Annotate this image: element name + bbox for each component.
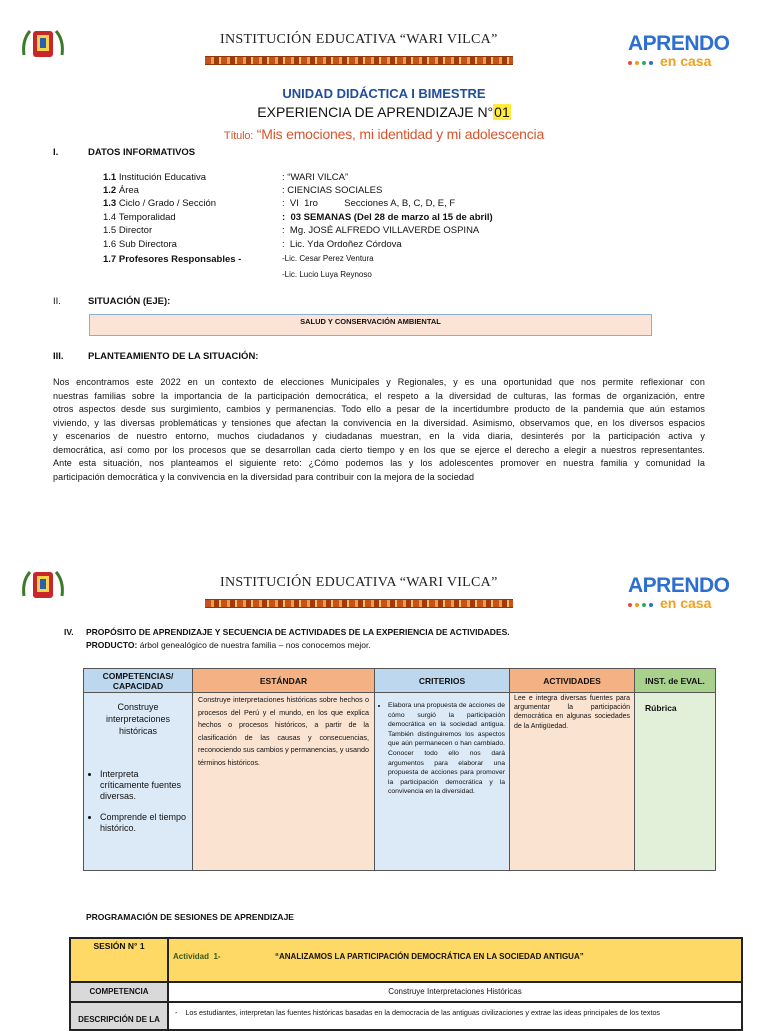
section1-heading: DATOS INFORMATIVOS [88,147,196,158]
crest-logo-second [20,566,66,611]
extra-teacher: -Lic. Lucio Luya Reynoso [282,270,372,279]
descripcion-text: Los estudiantes, interpretan las fuentes históricas basadas en la democracia de las antiguas civilizaciones y extrae las ideas principales de los textos [185,1008,661,1017]
competencia-cell [83,692,193,871]
aprendo-en-casa-logo [628,32,728,70]
section4-heading: PROPÓSITO DE APRENDIZAJE Y SECUENCIA DE ACTIVIDADES DE LA EXPERIENCIA DE ACTIVIDADES. [86,627,510,637]
situacion-text: SALUD Y CONSERVACIÓN AMBIENTAL [300,317,441,326]
section4-number: IV. [64,627,74,637]
dato-row: 1.5 Director [103,225,153,236]
instrumento-text: Rúbrica [645,703,677,713]
situacion-paragraph [53,376,705,484]
descripcion-label: DESCRIPCIÓN DE LA [78,1015,160,1024]
dato-row: 1.4 Temporalidad [103,212,176,223]
producto-label: PRODUCTO: [86,640,138,650]
capacidad-item: • Comprende el tiempo histórico. [100,812,188,834]
paragraph-line: y escenarios de nuestro entorno, muchos ciudadanos y ciudadanas muestran, en la vida diaria, desinterés por la participación activa y [53,431,705,441]
table-header-criterios: CRITERIOS [374,668,510,693]
paragraph-line: democrática, así como por los procesos que se desarrollan cada cierto tiempo y en los que se ejerce el derecho a elegir a nuestros representantes. [53,444,705,455]
paragraph-line: Nos encontramos este 2022 en un contexto de elecciones Municipales y Regionales, y es una oportunidad que nos permite reflexionar con [53,377,705,387]
actividad-title-cell [167,937,743,983]
dato-value: : 03 SEMANAS (Del 28 de marzo al 15 de abril) [282,212,493,223]
dato-row: 1.7 Profesores Responsables - [103,254,242,265]
estandar-cell [192,692,375,871]
table-header-estandar: ESTÁNDAR [192,668,375,693]
dato-row: 1.6 Sub Directora [103,239,177,250]
criterio-cell [374,692,510,871]
dato-value: : “WARI VILCA” [282,172,349,183]
actividad-label: Actividad 1- [173,952,221,961]
logo-dots-icon [628,52,656,70]
table-header-actividades: ACTIVIDADES [509,668,635,693]
sesion-label: SESIÓN N° 1 [93,941,145,951]
section2-heading: SITUACIÓN (EJE): [88,296,171,307]
sesion-label-cell [69,937,169,983]
aprendo-logo-text: APRENDO [628,574,730,597]
titulo-text: “Mis emociones, mi identidad y mi adolescencia [256,126,545,142]
experience-title [0,104,768,120]
producto-text: árbol genealógico de nuestra familia – nos conocemos mejor. [139,640,371,650]
table-header-competencias: COMPETENCIAS/ CAPACIDAD [83,668,193,693]
dato-value: : VI 1ro Secciones A, B, C, D, E, F [282,198,456,209]
competencia-value-cell [167,981,743,1003]
institution-title: INSTITUCIÓN EDUCATIVA “WARI VILCA” [220,32,498,47]
instrumento-cell [634,692,716,871]
capacidad-item: • Interpreta críticamente fuentes diversas. [100,769,188,802]
dato-value: : Mg. JOSÉ ALFREDO VILLAVERDE OSPINA [282,225,480,236]
decorative-strip-second [205,599,513,608]
descripcion-label-cell [69,1001,169,1031]
producto-line [86,640,371,650]
dato-row: 1.3 Ciclo / Grado / Sección [103,198,217,209]
en-casa-logo-text: en casa [660,595,712,611]
logo-dots-icon [628,594,656,612]
dato-value: : CIENCIAS SOCIALES [282,185,383,196]
section1-number: I. [53,147,59,158]
table-header-instrumento: INST. de EVAL. [634,668,716,693]
paragraph-line: otros aspectos desde sus surgimiento, cambios y permanencias. Todo ello a pesar de la incertidumbre producto de la pandemia que aún estamos [53,404,705,414]
actividad-title: “ANALIZAMOS LA PARTICIPACIÓN DEMOCRÁTICA EN LA SOCIEDAD ANTIGUA” [275,952,584,961]
paragraph-line: viviendo, y las diversas problemáticas y tensiones que afectan la convivencia en la diversidad. Asimismo, observamos que, en los diversos espacios [53,417,705,428]
section3-number: III. [53,351,64,362]
competencia-text: Construye interpretaciones históricas [105,702,171,736]
decorative-strip [205,56,513,65]
titulo-label: Título: [223,130,254,142]
dato-row: 1.1 Institución Educativa [103,172,206,183]
competencia-label: COMPETENCIA [89,987,149,996]
paragraph-line: Ante esta situación, nos planteamos el siguiente reto: ¿Cómo podemos las y los adolescentes promover en nuestra familia y comunidad la [53,458,705,468]
section3-heading: PLANTEAMIENTO DE LA SITUACIÓN: [88,351,259,362]
actividad-text: Lee e integra diversas fuentes para argumentar la participación democrática en algunas sociedades de la Antigüedad. [514,695,630,730]
en-casa-logo-text: en casa [660,53,712,69]
aprendo-logo-text: APRENDO [628,32,730,55]
experience-label: EXPERIENCIA DE APRENDIZAJE N° [257,104,494,120]
competencia-label-cell [69,981,169,1003]
estandar-text: Construye interpretaciones históricas sobre hechos o procesos del Perú y el mundo, en los que explica hechos o procesos históricos, a partir de la clasificación de las causas y consecuencias, reconociendo sus cambios y permanencias, y usando términos históricos. [198,695,369,767]
actividad-cell [509,692,635,871]
paragraph-line: nuestras familias sobre la importancia de la participación democrática, el respeto a la diversidad de culturas, las formas de organización, entre [53,390,705,401]
dato-row: 1.2 Área [103,185,139,196]
programacion-heading: PROGRAMACIÓN DE SESIONES DE APRENDIZAJE [86,912,294,922]
titulo-line [0,126,768,142]
institution-title-second: INSTITUCIÓN EDUCATIVA “WARI VILCA” [220,575,498,590]
situacion-box [89,314,652,336]
crest-logo-top [20,25,66,70]
competencia-value: Construye Interpretaciones Históricas [388,987,522,996]
criterio-text: • Elabora una propuesta de acciones de cómo surgió la participación democrática en la sociedad antigua. También distinguiremos los aspectos que aún permanecen o han cambiado. Conocer todo ello nos dará argumentos para elaborar una propuesta de acciones para promover la participación democrática y la convivencia en la diversidad. [388,701,505,797]
aprendo-en-casa-logo-second [628,574,728,612]
descripcion-value-cell [167,1001,743,1031]
experience-number: 01 [494,104,510,120]
section2-number: II. [53,296,61,307]
dato-value: -Lic. Cesar Perez Ventura [282,254,374,263]
dato-value: : Lic. Yda Ordoñez Córdova [282,239,402,250]
paragraph-line: participación democrática y la convivencia en la diversidad para contribuir con la mejora de la sociedad [53,471,475,482]
unit-title: UNIDAD DIDÁCTICA I BIMESTRE [282,86,486,101]
descripcion-value: - Los estudiantes, interpretan las fuentes históricas basadas en la democracia de las antiguas civilizaciones y extrae las ideas principales de los textos [175,1008,661,1017]
